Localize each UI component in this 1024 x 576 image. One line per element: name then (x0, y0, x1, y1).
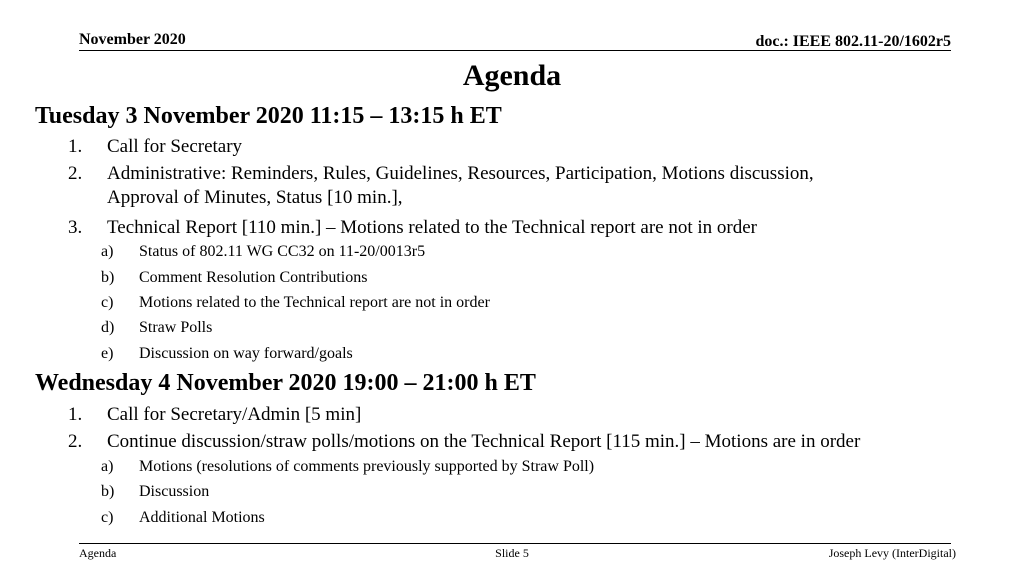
header-doc-id: doc.: IEEE 802.11-20/1602r5 (755, 33, 951, 50)
tuesday-subitem-c-text: Motions related to the Technical report are not in order (139, 294, 490, 311)
wednesday-item-2-text: Continue discussion/straw polls/motions on the Technical Report [115 min.] – Motions are in order (107, 431, 861, 452)
footer-rule (79, 543, 951, 544)
wednesday-subitem-b-letter: b) (101, 483, 115, 500)
wednesday-subitem-c-text: Additional Motions (139, 509, 265, 526)
tuesday-item-2-text-continued: Approval of Minutes, Status [10 min.], (107, 187, 403, 208)
tuesday-item-3-number: 3. (68, 217, 83, 238)
wednesday-heading: Wednesday 4 November 2020 19:00 – 21:00 h ET (35, 370, 536, 396)
header-date: November 2020 (79, 31, 186, 48)
wednesday-item-1-text: Call for Secretary/Admin [5 min] (107, 404, 362, 425)
footer-author: Joseph Levy (InterDigital) (828, 546, 956, 560)
tuesday-heading: Tuesday 3 November 2020 11:15 – 13:15 h ET (35, 103, 502, 129)
tuesday-subitem-e-letter: e) (101, 345, 114, 362)
tuesday-subitem-e-text: Discussion on way forward/goals (139, 345, 353, 362)
footer-left-label: Agenda (79, 546, 117, 560)
tuesday-subitem-b-text: Comment Resolution Contributions (139, 269, 368, 286)
wednesday-item-1-number: 1. (68, 404, 83, 425)
wednesday-subitem-a-text: Motions (resolutions of comments previously supported by Straw Poll) (139, 458, 595, 475)
tuesday-subitem-d-text: Straw Polls (139, 319, 213, 336)
tuesday-subitem-c-letter: c) (101, 294, 114, 311)
footer-slide-number: Slide 5 (495, 546, 529, 560)
wednesday-item-2-number: 2. (68, 431, 83, 452)
tuesday-item-2-text: Administrative: Reminders, Rules, Guidelines, Resources, Participation, Motions discussion, (107, 163, 814, 184)
wednesday-subitem-c-letter: c) (101, 509, 114, 526)
header-rule (79, 50, 951, 51)
tuesday-item-1-text: Call for Secretary (107, 136, 243, 157)
tuesday-subitem-a-text: Status of 802.11 WG CC32 on 11-20/0013r5 (139, 243, 426, 260)
wednesday-subitem-a-letter: a) (101, 458, 114, 475)
tuesday-subitem-a-letter: a) (101, 243, 114, 260)
tuesday-subitem-b-letter: b) (101, 269, 115, 286)
tuesday-item-1-number: 1. (68, 136, 83, 157)
tuesday-item-2-number: 2. (68, 163, 83, 184)
slide-title: Agenda (462, 59, 562, 92)
wednesday-subitem-b-text: Discussion (139, 483, 210, 500)
tuesday-subitem-d-letter: d) (101, 319, 115, 336)
tuesday-item-3-text: Technical Report [110 min.] – Motions related to the Technical report are not in order (107, 217, 757, 238)
